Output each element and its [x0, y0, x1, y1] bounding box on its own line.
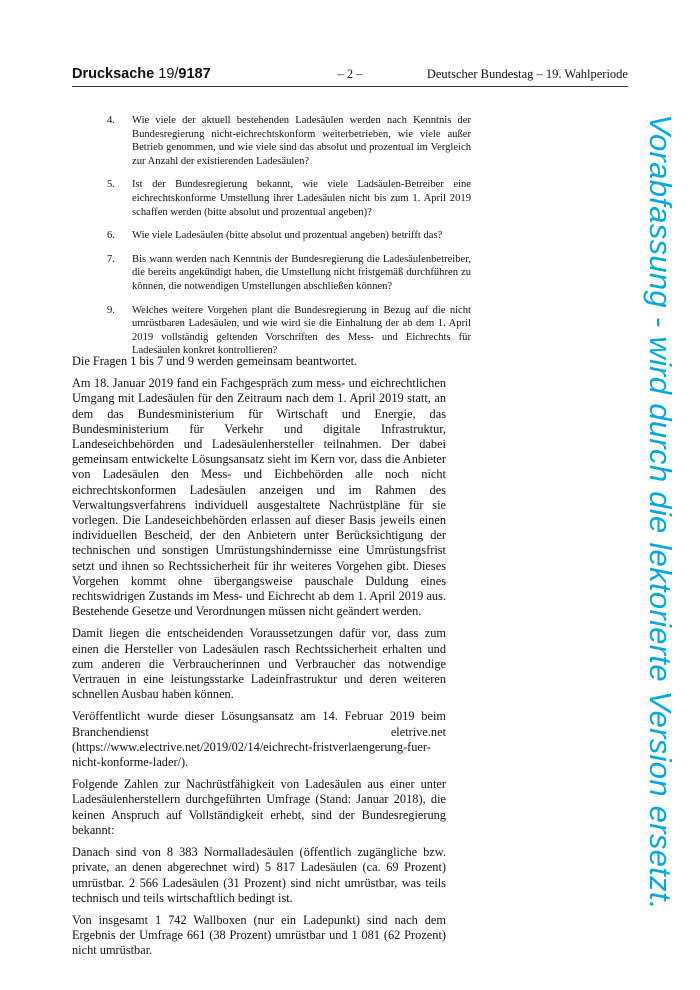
page-header: [72, 66, 628, 87]
draft-watermark: [640, 112, 680, 912]
watermark-text: Vorabfassung - wird durch die lektorierte Version ersetzt.: [643, 114, 678, 910]
answer-paragraph: Von insgesamt 1 742 Wallboxen (nur ein Ladepunkt) sind nach dem Ergebnis der Umfrage 661 (38 Prozent) umrüstbar und 1 081 (62 Prozent) nicht umrüstbar.: [72, 912, 446, 958]
question-text: Welches weitere Vorgehen plant die Bundesregierung in Bezug auf die nicht umrüstbaren Ladesäulen, und wie wird sie die Einhaltung der ab dem 1. April 2019 vollständig geltenden Vorschriften des Mess- und Eichrechts für Ladesäulen konkret kontrollieren?: [132, 304, 471, 357]
answer-paragraph: Danach sind von 8 383 Normalladesäulen (öffentlich zugängliche bzw. private, an denen abgerechnet wird) 5 817 Ladesäulen (ca. 69 Prozent) umrüstbar. 2 566 Ladesäulen (31 Prozent) sind nicht umrüstbar, was teils technisch und teils wirtschaftlich bedingt ist.: [72, 845, 446, 905]
question-number: 7.: [107, 253, 115, 265]
question-number: 4.: [107, 115, 115, 126]
question-number: 6.: [107, 230, 115, 242]
question-text: Bis wann werden nach Kenntnis der Bundesregierung die Ladesäulenbetreiber, die bereits angekündigt haben, die Umstellung nicht fristgemäß durchführen zu können, die notwendigen Umstellungen abschließen können?: [132, 253, 471, 292]
doc-label: Drucksache: [72, 66, 155, 82]
question-text: Wie viele Ladesäulen (bitte absolut und prozentual angeben) betrifft das?: [132, 230, 443, 242]
question-number: 5.: [107, 179, 115, 191]
doc-number: 9187: [178, 66, 211, 82]
page-number: – 2 –: [337, 67, 363, 81]
question-item: [107, 304, 471, 358]
question-text: Ist der Bundesregierung bekannt, wie viele Ladsäulen-Betreiber eine eichrechtskonforme Umstellung ihrer Ladesäulen nicht bis zum 1. April 2019 schaffen werden (bitte absolut und prozentual angeben)?: [132, 179, 471, 218]
doc-period: 19/: [158, 66, 179, 82]
answer-paragraph: Die Fragen 1 bis 7 und 9 werden gemeinsam beantwortet.: [72, 354, 358, 368]
question-item: [107, 253, 471, 294]
header-institution: Deutscher Bundestag – 19. Wahlperiode: [426, 67, 628, 81]
question-list: [107, 114, 471, 368]
question-item: [107, 229, 471, 243]
question-text: Wie viele der aktuell bestehenden Ladesäulen werden nach Kenntnis der Bundesregierung nicht-eichrechtskonform weiterbetrieben, wie viele außer Betrieb genommen, und wie viele sind das absolut und prozentual im Vergleich zur Anzahl der existierenden Ladesäulen?: [132, 115, 471, 167]
answer-body: [72, 354, 446, 966]
answer-paragraph: Folgende Zahlen zur Nachrüstfähigkeit von Ladesäulen aus einer unter Ladesäulenherstellern durchgeführten Umfrage (Stand: Januar 2018), die keinen Anspruch auf Vollständigkeit erhebt, sind der Bundesregierung bekannt:: [72, 777, 446, 837]
answer-paragraph: Veröffentlicht wurde dieser Lösungsansatz am 14. Februar 2019 beim Branchendienst eletrive.net (https://www.electrive.net/2019/02/14/eichrecht-fristverlaengerung-fuer-nicht-konforme-lader/).: [72, 709, 446, 770]
question-item: [107, 114, 471, 168]
question-number: 9.: [107, 304, 115, 316]
answer-paragraph: Damit liegen die entscheidenden Voraussetzungen dafür vor, dass zum einen die Hersteller von Ladesäulen rasch Rechtssicherheit erhalten und zum anderen die Verbraucherinnen und Verbraucher das notwendige Vertrauen in eine leistungsstarke Ladeinfrastruktur und deren weiteren schnellen Ausbau haben können.: [72, 626, 446, 702]
question-item: [107, 178, 471, 219]
answer-paragraph: Am 18. Januar 2019 fand ein Fachgespräch zum mess- und eichrechtlichen Umgang mit Ladesäulen für den Zeitraum nach dem 1. April 2019 statt, an dem das Bundesministerium für Wirtschaft und Energie, das Bundesministerium für Verkehr und digitale Infrastruktur, Landeseichbehörden und Ladesäulenhersteller teilnahmen. Der dabei gemeinsam entwickelte Lösungsansatz sieht im Kern vor, dass die Anbieter von Ladesäulen den Mess- und Eichbehörden alle noch nicht eichrechtskonformen Ladesäulen anzeigen und im Rahmen des Verwaltungsverfahrens individuell ausgestaltete Nachrüstpläne für sie vorlegen. Die Landeseichbehörden erlassen auf dieser Basis jeweils einen individuellen Bescheid, der den Anbietern unter Berücksichtigung der technischen und sonstigen Umrüstungshindernisse eine Umrüstungsfrist setzt und ihnen so Rechtssicherheit für ihr weiteres Vorgehen gibt. Dieses Vorgehen kommt ohne übergangsweise pauschale Duldung eines rechtswidrigen Zustands im Mess- und Eichrecht ab dem 1. April 2019 aus. Bestehende Gesetze und Verordnungen müssen nicht geändert werden.: [72, 376, 446, 619]
